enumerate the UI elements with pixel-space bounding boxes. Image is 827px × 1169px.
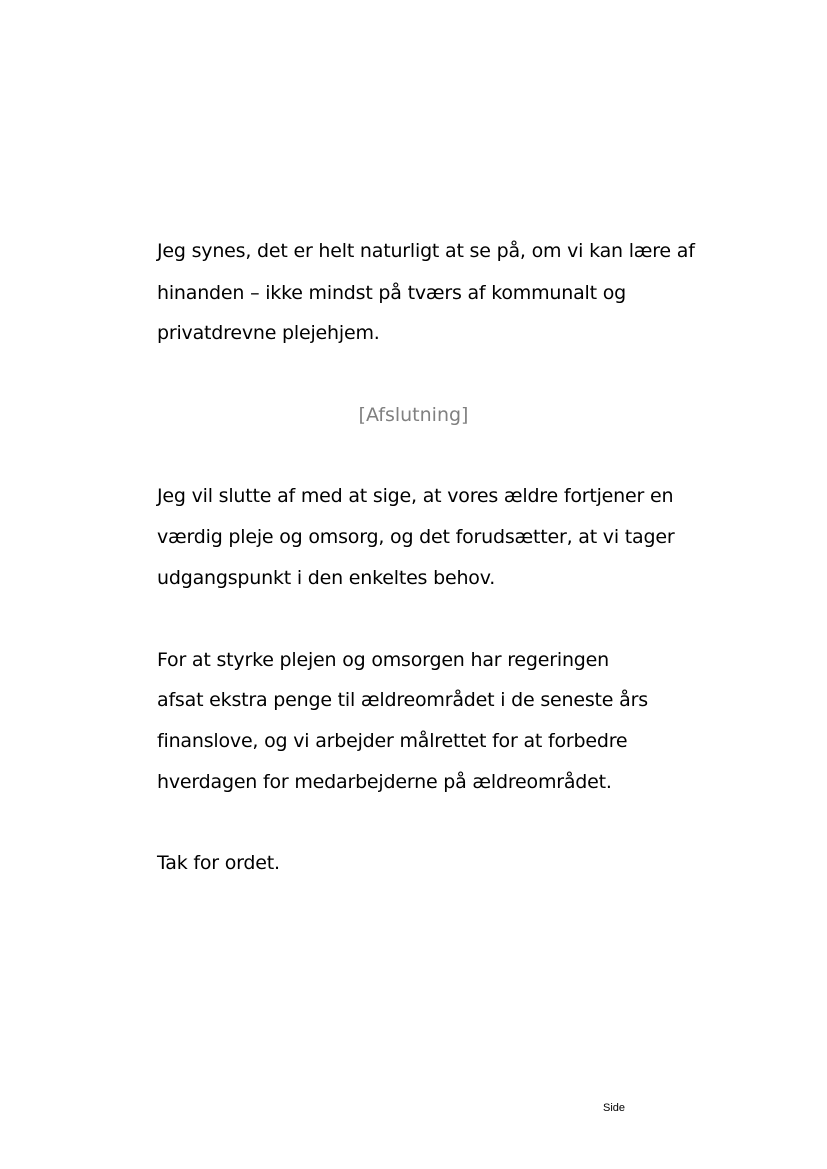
paragraph-2-line-1: Jeg vil slutte af med at sige, at vores ældre fortjener en — [157, 485, 674, 507]
paragraph-4-line-1: Tak for ordet. — [157, 852, 280, 874]
paragraph-1-line-2: hinanden – ikke mindst på tværs af kommunalt og — [157, 282, 626, 304]
page-footer-label: Side — [603, 1102, 626, 1114]
paragraph-3-line-3: finanslove, og vi arbejder målrettet for at forbedre — [157, 730, 628, 752]
paragraph-3-line-1: For at styrke plejen og omsorgen har regeringen — [157, 649, 609, 671]
paragraph-3-line-4: hverdagen for medarbejderne på ældreområdet. — [157, 771, 612, 793]
paragraph-2-line-2: værdig pleje og omsorg, og det forudsætter, at vi tager — [157, 526, 675, 548]
paragraph-1-line-1: Jeg synes, det er helt naturligt at se på, om vi kan lære af — [157, 240, 695, 262]
section-heading: [Afslutning] — [358, 404, 469, 426]
paragraph-1-line-3: privatdrevne plejehjem. — [157, 322, 380, 344]
paragraph-3-line-2: afsat ekstra penge til ældreområdet i de seneste års — [157, 689, 648, 711]
paragraph-2-line-3: udgangspunkt i den enkeltes behov. — [157, 567, 496, 589]
